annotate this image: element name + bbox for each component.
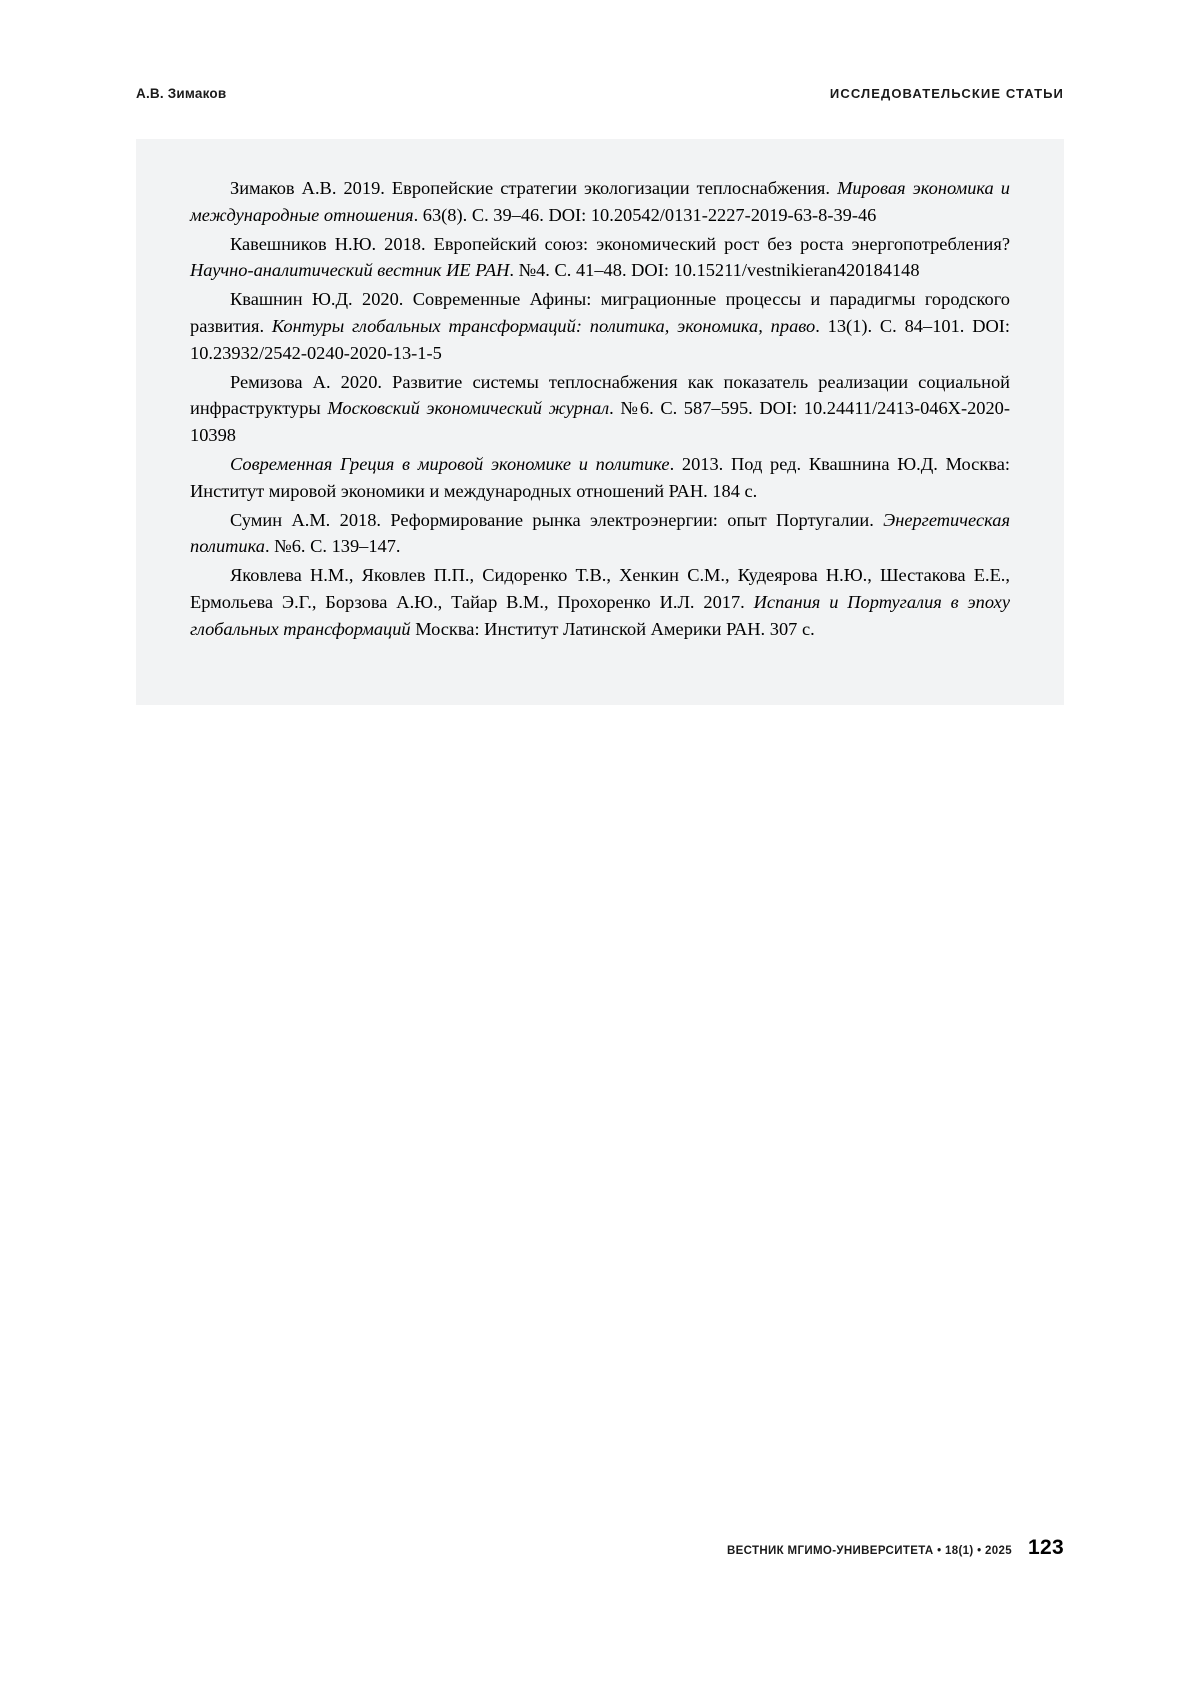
reference-text: Зимаков А.В. 2019. Европейские стратегии экологизации теплоснабжения.: [230, 178, 838, 198]
running-head-author: А.В. Зимаков: [136, 86, 227, 101]
reference-source-title: Мировая экономика и международные отношения: [190, 178, 1010, 225]
reference-text: . №6. С. 587–595. DOI: 10.24411/2413-046X-2020-10398: [190, 398, 1010, 445]
reference-entry: [190, 451, 1010, 504]
reference-source-title: Испания и Португалия в эпоху глобальных трансформаций: [190, 591, 1010, 639]
reference-source-title: Контуры глобальных трансформаций: политика, экономика, право: [271, 315, 816, 336]
page-footer: [136, 1536, 1064, 1560]
running-head-section: ИССЛЕДОВАТЕЛЬСКИЕ СТАТЬИ: [829, 86, 1064, 101]
reference-source-title: Научно-аналитический вестник ИЕ РАН: [190, 260, 510, 281]
reference-text: Кавешников Н.Ю. 2018. Европейский союз: экономический рост без роста энергопотребления?: [230, 233, 1010, 254]
footer-journal-title: ВЕСТНИК МГИМО-УНИВЕРСИТЕТА • 18(1) • 2025: [726, 1545, 1013, 1557]
reference-text: Сумин А.М. 2018. Реформирование рынка электроэнергии: опыт Португалии.: [230, 509, 884, 530]
reference-entry: [190, 286, 1010, 366]
reference-text: . №4. С. 41–48. DOI: 10.15211/vestnikieran420184148: [509, 260, 920, 281]
reference-text: . 13(1). С. 84–101. DOI: 10.23932/2542-0240-2020-13-1-5: [190, 315, 1010, 363]
reference-entry: [190, 562, 1010, 642]
footer-page-number: 123: [1028, 1536, 1064, 1559]
reference-text: Яковлева Н.М., Яковлев П.П., Сидоренко Т.В., Хенкин С.М., Кудеярова Н.Ю., Шестакова Е.Е., Ермольева Э.Г., Борзова А.Ю., Тайар В.М., Прохоренко И.Л. 2017.: [190, 565, 1010, 612]
reference-entry: [190, 369, 1010, 449]
reference-text: Ремизова А. 2020. Развитие системы теплоснабжения как показатель реализации социальной инфраструктуры: [190, 371, 1010, 419]
reference-text: Квашнин Ю.Д. 2020. Современные Афины: миграционные процессы и парадигмы городского развития.: [190, 289, 1010, 336]
reference-source-title: Энергетическая политика: [190, 509, 1010, 557]
reference-text: . №6. С. 139–147.: [264, 536, 401, 557]
reference-entry: [190, 507, 1010, 560]
reference-text: . 2013. Под ред. Квашнина Ю.Д. Москва: Институт мировой экономики и международных отношений РАН. 184 с.: [190, 453, 1010, 501]
references-block: [136, 139, 1064, 705]
reference-entry: [190, 175, 1010, 228]
reference-source-title: Московский экономический журнал: [327, 398, 610, 419]
reference-text: . 63(8). С. 39–46. DOI: 10.20542/0131-2227-2019-63-8-39-46: [413, 204, 877, 225]
reference-entry: [190, 231, 1010, 284]
running-head: [136, 86, 1064, 101]
reference-text: Москва: Институт Латинской Америки РАН. 307 с.: [410, 618, 815, 639]
reference-source-title: Современная Греция в мировой экономике и политике: [230, 453, 670, 474]
